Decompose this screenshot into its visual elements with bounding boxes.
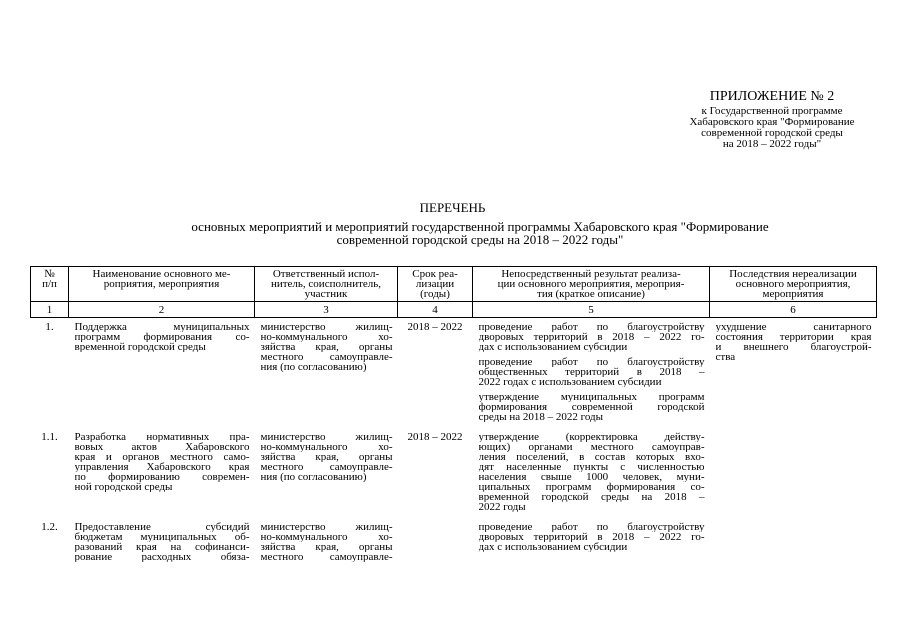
row-name-line: управления Хабаровского края [74, 462, 250, 472]
header-line: основного мероприятия, [735, 278, 851, 290]
header-line: лизации [415, 278, 455, 290]
row-period: 2018 – 2022 [407, 321, 463, 333]
column-number: 3 [255, 302, 398, 318]
header-line: ции основного мероприятия, мероприя- [497, 278, 685, 290]
row-responsible-line: зяйства края, органы [260, 342, 393, 352]
result-line: дах с использованием субсидии [478, 342, 628, 352]
appendix-line: к Государственной программе [701, 105, 843, 117]
result-line: ления поселений, в состав которых вхо- [478, 452, 705, 462]
row-responsible-line: министерство жилищ- [260, 322, 393, 332]
row-responsible-line: но-коммунального хо- [260, 532, 393, 542]
table-body [31, 318, 877, 569]
consequence-line: состояния территории края [715, 332, 872, 342]
header-line: участник [304, 288, 348, 300]
measures-table [30, 266, 877, 568]
row-responsible-line: местного самоуправле- [260, 552, 393, 562]
result-block [479, 322, 705, 352]
table-row [31, 518, 877, 568]
result-line: проведение работ по благоустройству [478, 357, 705, 367]
header-line: мероприятия [762, 288, 824, 300]
column-number: 2 [69, 302, 255, 318]
appendix-title: ПРИЛОЖЕНИЕ № 2 [709, 89, 835, 104]
row-number: 1. [45, 321, 54, 333]
result-line: проведение работ по благоустройству [478, 522, 705, 532]
result-line: ющих) органами местного самоуправ- [478, 442, 705, 452]
row-name-line: ной городской среды [74, 482, 173, 492]
result-block [479, 392, 705, 422]
result-line: общественных территорий в 2018 – [478, 367, 705, 377]
column-number: 4 [398, 302, 473, 318]
header-line: тия (краткое описание) [537, 288, 645, 300]
row-responsible-line: местного самоуправле- [260, 462, 393, 472]
row-responsible [255, 518, 398, 568]
result-line: утверждение муниципальных программ [478, 392, 705, 402]
header-number [31, 267, 69, 302]
result-line: проведение работ по благоустройству [478, 322, 705, 332]
column-number-row [31, 302, 877, 318]
result-line: 2022 годах с использованием субсидии [478, 377, 662, 387]
row-results [473, 428, 710, 518]
row-responsible-line: но-коммунального хо- [260, 332, 393, 342]
appendix-line: Хабаровского края "Формирование [689, 116, 855, 128]
result-block [479, 357, 705, 387]
document-subtitle-line: основных мероприятий и мероприятий государственной программы Хабаровского края "Формирование [191, 219, 769, 234]
table-header-row [31, 267, 877, 302]
document-title: ПЕРЕЧЕНЬ [419, 200, 486, 215]
row-name-line: рование расходных обяза- [74, 552, 250, 562]
document-subtitle-line: современной городской среды на 2018 – 2022 годы" [336, 232, 624, 247]
table-row [31, 318, 877, 429]
row-responsible-line: ния (по согласованию) [260, 472, 367, 482]
row-name [69, 518, 255, 568]
header-line: № [44, 268, 55, 280]
row-name-line: Предоставление субсидий [74, 522, 250, 532]
row-name-line: бюджетам муниципальных об- [74, 532, 250, 542]
header-consequences [710, 267, 877, 302]
consequence-line: ства [715, 352, 736, 362]
row-responsible-line: ния (по согласованию) [260, 362, 367, 372]
header-result [473, 267, 710, 302]
header-period [398, 267, 473, 302]
row-responsible-line: зяйства края, органы [260, 542, 393, 552]
result-line: среды на 2018 – 2022 годы [478, 412, 604, 422]
column-number: 6 [710, 302, 877, 318]
header-line: Непосредственный результат реализа- [501, 268, 681, 280]
result-block [479, 522, 705, 552]
row-consequences [710, 518, 877, 568]
row-period: 2018 – 2022 [407, 431, 463, 443]
row-name-line: Поддержка муниципальных [74, 322, 250, 332]
consequence-line: и внешнего благоустрой- [715, 342, 872, 352]
row-name-line: Разработка нормативных пра- [74, 432, 250, 442]
appendix-line: современной городской среды [701, 127, 843, 139]
row-consequences [710, 318, 877, 429]
row-consequences [710, 428, 877, 518]
result-line: дах с использованием субсидии [478, 542, 628, 552]
row-responsible [255, 318, 398, 429]
document-subtitle [130, 220, 830, 246]
header-line: Срок реа- [412, 268, 458, 280]
row-name-line: края и органов местного само- [74, 452, 250, 462]
appendix-line: на 2018 – 2022 годы" [722, 138, 822, 150]
header-line: Наименование основного ме- [92, 268, 231, 280]
row-name-line: разований края на софинанси- [74, 542, 250, 552]
header-responsible [255, 267, 398, 302]
row-name [69, 318, 255, 429]
row-responsible-line: но-коммунального хо- [260, 442, 393, 452]
row-responsible-line: зяйства края, органы [260, 452, 393, 462]
header-line: Ответственный испол- [272, 268, 380, 280]
header-line: Последствия нереализации [729, 268, 857, 280]
row-responsible-line: министерство жилищ- [260, 432, 393, 442]
row-results [473, 318, 710, 429]
row-name-line: программ формирования со- [74, 332, 250, 342]
column-number: 5 [473, 302, 710, 318]
row-name [69, 428, 255, 518]
result-line: утверждение (корректировка действу- [478, 432, 705, 442]
consequence-line: ухудшение санитарного [715, 322, 872, 332]
row-name-line: по формированию современ- [74, 472, 250, 482]
header-line: п/п [42, 278, 57, 290]
row-name-line: вовых актов Хабаровского [74, 442, 250, 452]
result-line: 2022 годы [478, 502, 526, 512]
result-line: населения свыше 1000 человек, муни- [478, 472, 705, 482]
row-name-line: временной городской среды [74, 342, 206, 352]
row-results [473, 518, 710, 568]
result-line: формирования современной городской [478, 402, 705, 412]
header-line: нитель, соисполнитель, [270, 278, 382, 290]
row-period [398, 518, 473, 568]
result-line: дворовых территорий в 2018 – 2022 го- [478, 332, 705, 342]
row-responsible-line: министерство жилищ- [260, 522, 393, 532]
row-responsible [255, 428, 398, 518]
result-line: дят населенные пункты с численностью [478, 462, 705, 472]
header-line: (годы) [420, 288, 450, 300]
result-line: временной городской среды на 2018 – [478, 492, 705, 502]
result-block [479, 432, 705, 512]
result-line: дворовых территорий в 2018 – 2022 го- [478, 532, 705, 542]
row-number: 1.1. [41, 431, 58, 443]
header-name [69, 267, 255, 302]
header-line: роприятия, мероприятия [103, 278, 220, 290]
column-number: 1 [31, 302, 69, 318]
result-line: ципальных программ формирования со- [478, 482, 705, 492]
appendix-header [672, 88, 872, 150]
table-row [31, 428, 877, 518]
row-responsible-line: местного самоуправле- [260, 352, 393, 362]
row-number: 1.2. [41, 521, 58, 533]
